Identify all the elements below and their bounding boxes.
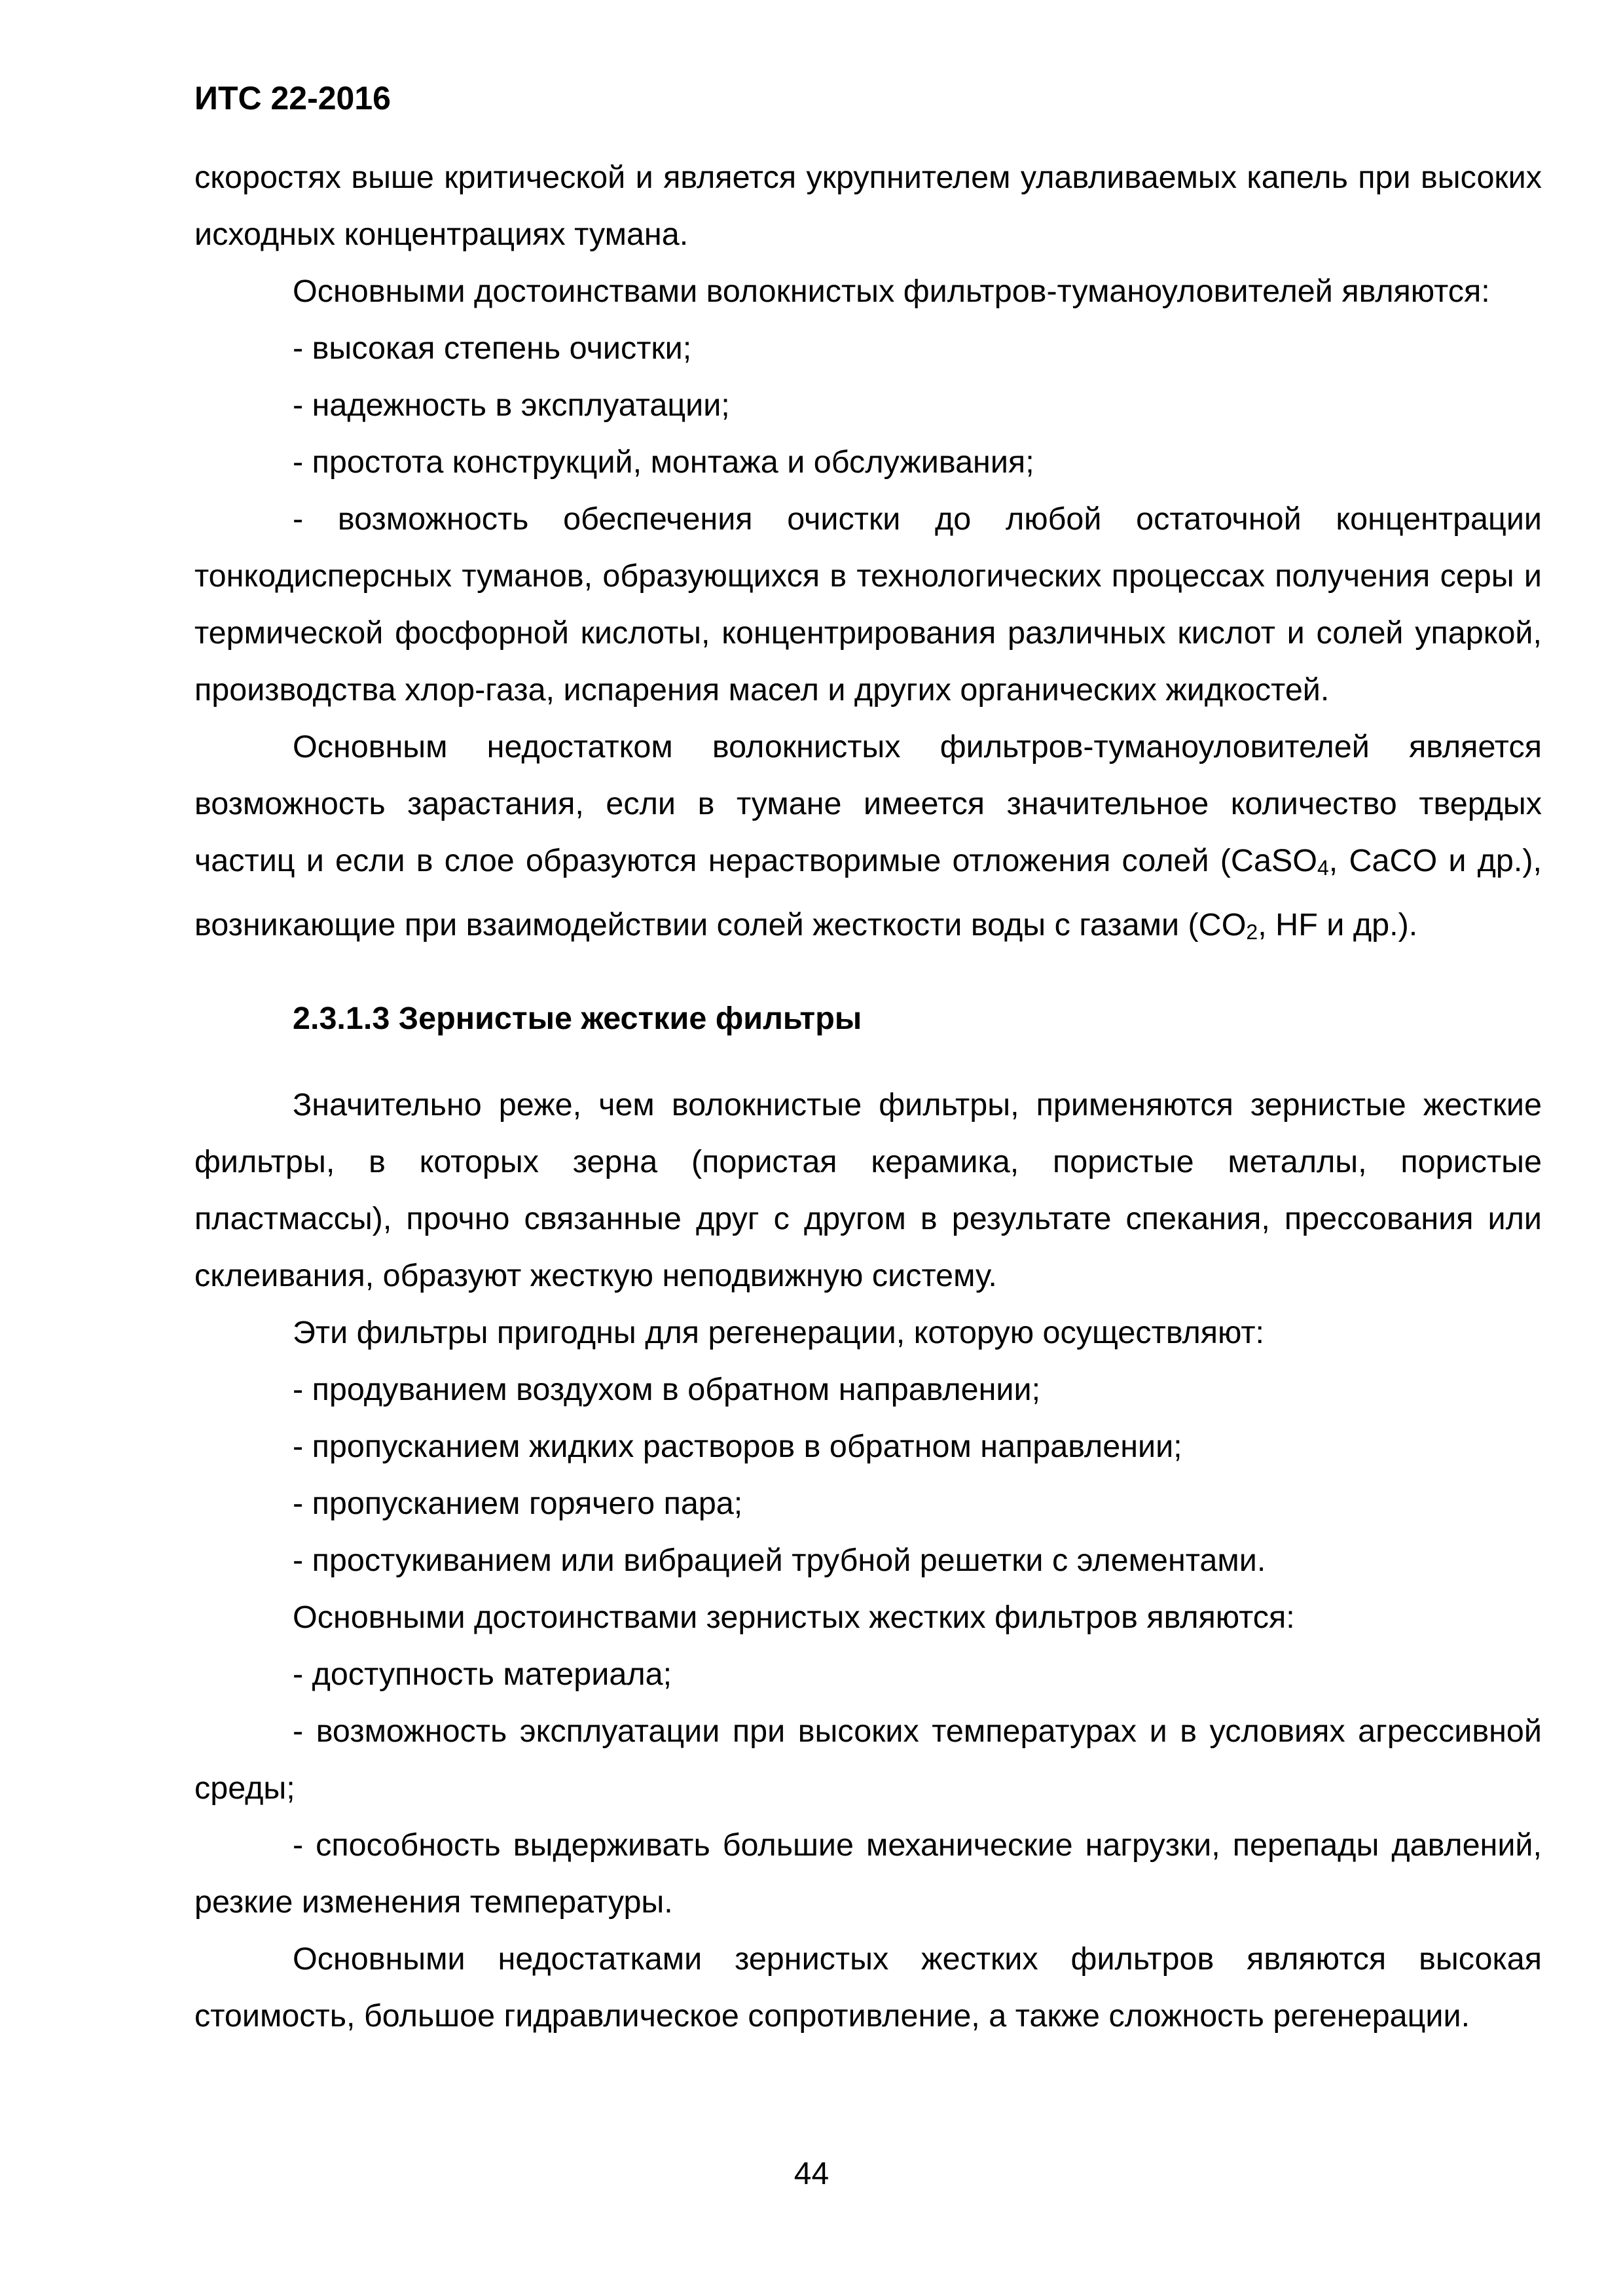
list-item-high-purification: - высокая степень очистки; — [293, 331, 692, 366]
list-item-mechanical-loads: - способность выдерживать большие механические нагрузки, перепады давлений, резкие изменения температуры. — [194, 1827, 1542, 1920]
paragraph-advantages-intro: Основными достоинствами волокнистых фильтров-туманоуловителей являются: — [293, 274, 1490, 309]
list-item-hot-steam: - пропусканием горячего пара; — [293, 1486, 743, 1521]
disadvantage-text-part-2: , CaCO и др.), возникающие при взаимодействии солей жесткости воды с газами (CO — [194, 843, 1542, 942]
paragraph-granular-filters: Значительно реже, чем волокнистые фильтры, применяются зернистые жесткие фильтры, в которых зерна (пористая керамика, пористые металлы, пористые пластмассы), прочно связанные друг с другом в результате спекания, прессования или склеивания, образуют жесткую неподвижную систему. — [194, 1087, 1542, 1293]
page-number: 44 — [793, 2157, 830, 2191]
list-item-liquid-solutions: - пропусканием жидких растворов в обратном направлении; — [293, 1429, 1182, 1464]
disadvantage-text-part-3: , HF и др.). — [1258, 907, 1418, 942]
paragraph-granular-disadvantages: Основными недостатками зернистых жестких фильтров являются высокая стоимость, большое гидравлическое сопротивление, а также сложность регенерации. — [194, 1941, 1542, 2034]
list-item-blowing-air: - продуванием воздухом в обратном направлении; — [293, 1372, 1041, 1407]
paragraph-regeneration-intro: Эти фильтры пригодны для регенерации, которую осуществляют: — [293, 1315, 1265, 1350]
list-item-high-temperature: - возможность эксплуатации при высоких температурах и в условиях агрессивной среды; — [194, 1713, 1542, 1806]
list-item-reliability: - надежность в эксплуатации; — [293, 387, 730, 423]
paragraph-continuation: скоростях выше критической и является укрупнителем улавливаемых капель при высоких исходных концентрациях тумана. — [194, 160, 1542, 252]
subscript-4: 4 — [1317, 856, 1329, 880]
list-item-simplicity: - простота конструкций, монтажа и обслуживания; — [293, 444, 1034, 480]
list-item-tapping-vibration: - простукиванием или вибрацией трубной решетки с элементами. — [293, 1543, 1266, 1578]
section-heading: 2.3.1.3 Зернистые жесткие фильтры — [293, 1001, 862, 1036]
list-item-residual-concentration: - возможность обеспечения очистки до любой остаточной концентрации тонкодисперсных туманов, образующихся в технологических процессах получения серы и термической фосфорной кислоты, концентрирования различных кислот и солей упаркой, производства хлор-газа, испарения масел и других органических жидкостей. — [194, 501, 1542, 708]
disadvantage-text-part-1: Основным недостатком волокнистых фильтров-туманоуловителей является возможность зарастания, если в тумане имеется значительное количество твердых частиц и если в слое образуются нерастворимые отложения солей (CaSO — [194, 729, 1542, 878]
main-text — [194, 149, 1542, 2045]
subscript-2: 2 — [1246, 920, 1258, 944]
list-item-material-availability: - доступность материала; — [293, 1657, 672, 1692]
document-code-header: ИТС 22-2016 — [194, 80, 391, 117]
paragraph-granular-advantages-intro: Основными достоинствами зернистых жестких фильтров являются: — [293, 1600, 1295, 1635]
paragraph-disadvantage — [194, 719, 1542, 961]
